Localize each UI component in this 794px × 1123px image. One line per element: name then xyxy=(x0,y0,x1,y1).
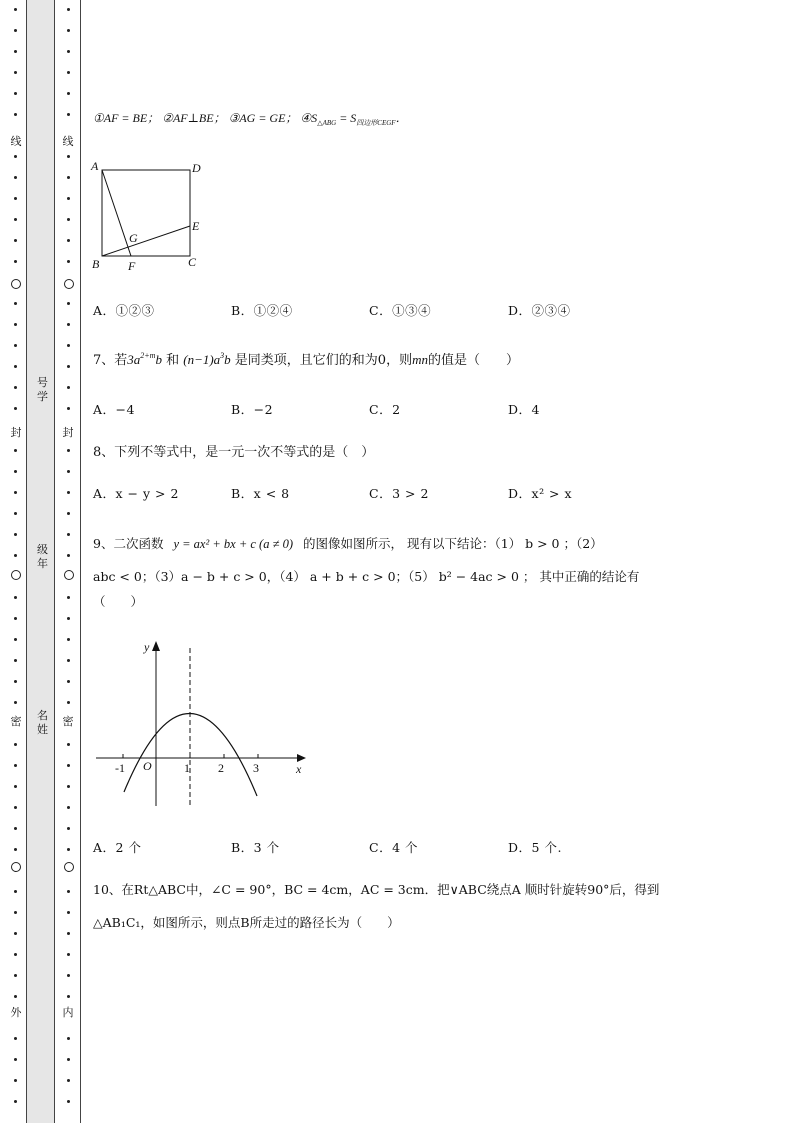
q6-choice-b[interactable]: B．①②④ xyxy=(231,303,293,318)
axis-label-x: x xyxy=(296,762,302,776)
gutter-dot xyxy=(14,239,17,242)
gutter-dot xyxy=(14,638,17,641)
gutter-dot xyxy=(14,50,17,53)
gutter-dot xyxy=(14,785,17,788)
gutter-dot xyxy=(67,155,70,158)
label-F: F xyxy=(128,259,136,273)
tick-label-2: 2 xyxy=(218,761,224,775)
gutter-dot xyxy=(67,911,70,914)
q6-statement-1: ①AF = BE； xyxy=(93,111,160,125)
q8-choice-b[interactable]: B．x < 8 xyxy=(231,486,290,501)
q6-statement-3: ③AG = GE； xyxy=(228,111,298,125)
gutter-dot xyxy=(67,1079,70,1082)
gutter-dot xyxy=(14,806,17,809)
gutter-dot xyxy=(67,743,70,746)
q8-choice-c[interactable]: C．3 > 2 xyxy=(369,486,429,501)
gutter-dot xyxy=(67,344,70,347)
q9-choice-b[interactable]: B．3 个 xyxy=(231,840,280,855)
gutter-char-xian-inner: 线 xyxy=(62,135,74,148)
gutter-dot xyxy=(14,680,17,683)
tick-label-1: 1 xyxy=(184,761,190,775)
gutter-dot xyxy=(67,701,70,704)
q9-choice-c[interactable]: C．4 个 xyxy=(369,840,418,855)
gutter-dot xyxy=(14,29,17,32)
gutter-dot xyxy=(14,155,17,158)
gutter-dot xyxy=(67,365,70,368)
q7-stem: 7、若$3a^{2+m}b$ 和 $(n-1)a^3b$ 是同类项，且它们的和为0，则mn的值是（ ） xyxy=(93,351,519,368)
gutter-dot xyxy=(14,743,17,746)
field-grade: 级年 xyxy=(37,543,48,570)
gutter-inner-line xyxy=(80,0,81,1123)
gutter-dot xyxy=(67,659,70,662)
gutter-dot xyxy=(67,197,70,200)
q6-choice-d[interactable]: D．②③④ xyxy=(508,303,571,318)
gutter-dot xyxy=(67,1058,70,1061)
q9-stem-line2: abc < 0；（3）a − b + c > 0，（4） a + b + c > 0；（5） b² − 4ac > 0 ； 其中正确的结论有 xyxy=(93,569,640,584)
q6-choice-c[interactable]: C．①③④ xyxy=(369,303,432,318)
gutter-dot xyxy=(67,764,70,767)
gutter-circle xyxy=(64,862,74,872)
gutter-dot xyxy=(67,596,70,599)
gutter-dot xyxy=(14,323,17,326)
gutter-circle xyxy=(64,279,74,289)
q9-stem-line3: （ ） xyxy=(93,594,144,609)
gutter-dot xyxy=(14,386,17,389)
q7-choice-d[interactable]: D．4 xyxy=(508,402,540,417)
q8-stem: 8、下列不等式中，是一元一次不等式的是（ ） xyxy=(93,445,375,460)
gutter-dot xyxy=(14,365,17,368)
gutter-dot xyxy=(14,1100,17,1103)
q9-choice-d[interactable]: D．5 个. xyxy=(508,840,562,855)
label-E: E xyxy=(192,219,200,233)
gutter-dot xyxy=(67,1037,70,1040)
gutter-circle xyxy=(11,862,21,872)
gutter-dot xyxy=(67,680,70,683)
gutter-dot xyxy=(14,92,17,95)
gutter-dot xyxy=(67,806,70,809)
gutter-dot xyxy=(14,911,17,914)
gutter-dot xyxy=(67,890,70,893)
gutter-circle xyxy=(64,570,74,580)
gutter-dot xyxy=(14,596,17,599)
gutter-dot xyxy=(14,1058,17,1061)
gutter-dot xyxy=(67,302,70,305)
gutter-dot xyxy=(67,512,70,515)
gutter-dot xyxy=(14,260,17,263)
q9-choice-a[interactable]: A．2 个 xyxy=(93,840,142,855)
gutter-dot xyxy=(67,239,70,242)
label-G: G xyxy=(129,231,138,245)
gutter-dot xyxy=(14,554,17,557)
gutter-dot xyxy=(14,764,17,767)
gutter-char-feng-inner: 封 xyxy=(62,426,74,439)
q9-function: y = ax² + bx + c (a ≠ 0) xyxy=(173,537,293,551)
q7-choice-b[interactable]: B．−2 xyxy=(231,402,274,417)
q6-statements xyxy=(93,109,408,128)
gutter-circle xyxy=(11,279,21,289)
gutter-dot xyxy=(67,638,70,641)
gutter-dot xyxy=(67,554,70,557)
gutter-dot xyxy=(67,386,70,389)
gutter-dot xyxy=(67,50,70,53)
gutter-dot xyxy=(14,827,17,830)
gutter-char-wai-outer: 外 xyxy=(10,1006,22,1019)
gutter-dot xyxy=(67,533,70,536)
gutter-dot xyxy=(14,1079,17,1082)
gutter-dot xyxy=(67,617,70,620)
gutter-dot xyxy=(14,932,17,935)
gutter-dot xyxy=(14,8,17,11)
gutter-dot xyxy=(67,1100,70,1103)
gutter-dot xyxy=(67,176,70,179)
gutter-char-feng-outer: 封 xyxy=(10,426,22,439)
gutter-dot xyxy=(67,323,70,326)
field-student-id: 号学 xyxy=(37,376,48,403)
gutter-dot xyxy=(67,995,70,998)
gutter-dot xyxy=(14,890,17,893)
axis-label-y: y xyxy=(144,640,150,654)
gutter-dot xyxy=(67,827,70,830)
gutter-char-mi-inner: 密 xyxy=(62,715,74,728)
q9-parabola-graph xyxy=(92,636,312,816)
q6-statement-2: ②AF⊥BE； xyxy=(162,111,226,125)
gutter-dot xyxy=(14,470,17,473)
gutter-dot xyxy=(14,302,17,305)
gutter-dot xyxy=(67,785,70,788)
gutter-char-xian-outer: 线 xyxy=(10,135,22,148)
q10-stem-line1: 10、在Rt△ABC中，∠C = 90°，BC = 4cm，AC = 3cm．把∨ABC绕点A 顺时针旋转90°后，得到 xyxy=(93,882,660,897)
gutter-dot xyxy=(67,932,70,935)
gutter-dot xyxy=(67,953,70,956)
gutter-dot xyxy=(14,974,17,977)
gutter-dot xyxy=(67,407,70,410)
gutter-dot xyxy=(14,71,17,74)
gutter-dot xyxy=(14,449,17,452)
gutter-char-mi-outer: 密 xyxy=(10,715,22,728)
origin-label: O xyxy=(143,759,152,773)
gutter-char-nei-inner: 内 xyxy=(62,1006,74,1019)
q8-choice-d[interactable]: D．x² > x xyxy=(508,486,573,501)
gutter-circle xyxy=(11,570,21,580)
gutter-dot xyxy=(14,407,17,410)
gutter-dot xyxy=(67,113,70,116)
gutter-dot xyxy=(14,701,17,704)
q7-choice-c[interactable]: C．2 xyxy=(369,402,401,417)
q6-choice-a[interactable]: A．①②③ xyxy=(93,303,155,318)
q6-square-figure xyxy=(88,158,208,274)
gutter-dot xyxy=(67,974,70,977)
label-D: D xyxy=(192,161,201,175)
gutter-dot xyxy=(14,218,17,221)
gutter-dot xyxy=(14,113,17,116)
q8-choice-a[interactable]: A．x − y > 2 xyxy=(93,486,179,501)
gutter-dot xyxy=(67,71,70,74)
gutter-dot xyxy=(67,449,70,452)
q10-stem-line2: △AB₁C₁，如图所示，则点B所走过的路径长为（ ） xyxy=(93,915,400,930)
label-B: B xyxy=(92,257,100,271)
tick-label-3: 3 xyxy=(253,761,259,775)
gutter-dot xyxy=(67,491,70,494)
gutter-dot xyxy=(67,8,70,11)
gutter-dot xyxy=(67,470,70,473)
q9-stem-line1: 9、二次函数 y = ax² + bx + c (a ≠ 0) 的图像如图所示， 现有以下结论：（1） b > 0 ；（2） xyxy=(93,536,603,551)
gutter-dot xyxy=(14,1037,17,1040)
gutter-dot xyxy=(67,29,70,32)
gutter-dot xyxy=(67,92,70,95)
tick-label-neg1: -1 xyxy=(115,761,125,775)
gutter-dot xyxy=(14,533,17,536)
gutter-dot xyxy=(67,218,70,221)
label-A: A xyxy=(91,159,99,173)
q7-choice-a[interactable]: A．−4 xyxy=(93,402,135,417)
label-C: C xyxy=(188,255,197,269)
gutter-dot xyxy=(14,344,17,347)
gutter-dot xyxy=(67,260,70,263)
gutter-dot xyxy=(14,491,17,494)
gutter-dot xyxy=(14,995,17,998)
gutter-dot xyxy=(67,848,70,851)
field-name: 名姓 xyxy=(37,709,48,736)
gutter-dot xyxy=(14,176,17,179)
gutter-dot xyxy=(14,848,17,851)
q6-statement-4: $④S_{\triangle ABG} = S_{四边形CEGF}$． xyxy=(300,111,408,127)
gutter-dot xyxy=(14,659,17,662)
gutter-dot xyxy=(14,953,17,956)
gutter-dot xyxy=(14,512,17,515)
gutter-dot xyxy=(14,197,17,200)
gutter-dot xyxy=(14,617,17,620)
